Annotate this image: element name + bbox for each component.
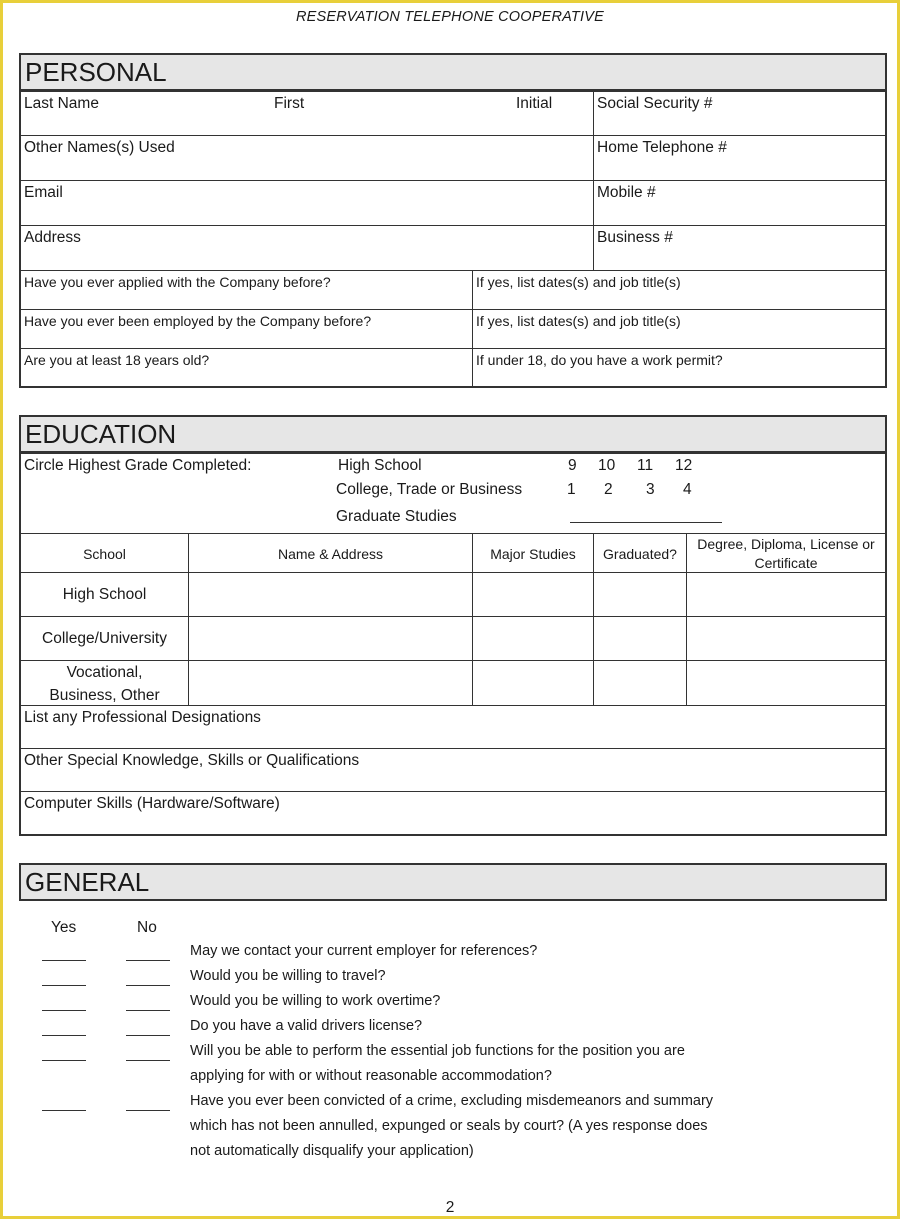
no-blank-license[interactable] (126, 1035, 170, 1036)
college-degree-cell[interactable] (686, 616, 886, 661)
vocational-degree-cell[interactable] (686, 660, 886, 706)
yes-blank-overtime[interactable] (42, 1010, 86, 1011)
applied-dates-field[interactable] (472, 270, 886, 310)
name-address-column-header: Name & Address (188, 533, 473, 573)
email-label: Email (24, 184, 63, 201)
graduated-column-header: Graduated? (593, 533, 687, 573)
other-names-field[interactable] (20, 135, 594, 181)
high-school-major-cell[interactable] (472, 572, 594, 617)
applied-dates-label: If yes, list dates(s) and job title(s) (476, 274, 681, 290)
question-drivers-license: Do you have a valid drivers license? (190, 1018, 423, 1034)
vocational-row-label: Vocational, Business, Other (20, 660, 189, 706)
high-school-graduated-cell[interactable] (593, 572, 687, 617)
last-name-field[interactable] (20, 91, 594, 136)
first-name-label: First (274, 95, 305, 112)
grade-12[interactable]: 12 (675, 457, 693, 474)
no-blank-travel[interactable] (126, 985, 170, 986)
applied-before-field[interactable] (20, 270, 473, 310)
graduate-studies-blank[interactable] (570, 522, 722, 523)
mobile-label: Mobile # (597, 184, 656, 201)
no-blank-conviction[interactable] (126, 1110, 170, 1111)
employed-before-label: Have you ever been employed by the Company before? (24, 313, 372, 329)
vocational-graduated-cell[interactable] (593, 660, 687, 706)
no-blank-overtime[interactable] (126, 1010, 170, 1011)
no-blank-essential-functions[interactable] (126, 1060, 170, 1061)
computer-skills-label: Computer Skills (Hardware/Software) (24, 795, 280, 812)
last-name-label: Last Name (24, 95, 99, 112)
no-column-label: No (137, 919, 157, 936)
question-references: May we contact your current employer for references? (190, 943, 538, 959)
professional-designations-field[interactable] (20, 705, 886, 749)
yes-column-label: Yes (51, 919, 77, 936)
high-school-row-label: High School (20, 572, 189, 617)
college-graduated-cell[interactable] (593, 616, 687, 661)
general-section-heading: GENERAL (19, 863, 887, 901)
college-year-4[interactable]: 4 (683, 481, 692, 498)
vocational-name-address-cell[interactable] (188, 660, 473, 706)
work-permit-label: If under 18, do you have a work permit? (476, 352, 723, 368)
graduate-studies-label: Graduate Studies (336, 508, 457, 525)
vocational-major-cell[interactable] (472, 660, 594, 706)
initial-label: Initial (516, 95, 553, 112)
personal-section-heading: PERSONAL (19, 53, 887, 91)
major-studies-column-header: Major Studies (472, 533, 594, 573)
no-blank-references[interactable] (126, 960, 170, 961)
page-number: 2 (445, 1199, 455, 1216)
college-row-label: College/University (20, 616, 189, 661)
question-conviction-line2: which has not been annulled, expunged or seals by court? (A yes response does (190, 1118, 708, 1134)
question-conviction-line1: Have you ever been convicted of a crime, excluding misdemeanors and summary (190, 1093, 714, 1109)
computer-skills-field[interactable] (20, 791, 886, 835)
employed-before-field[interactable] (20, 309, 473, 349)
yes-blank-conviction[interactable] (42, 1110, 86, 1111)
employed-dates-label: If yes, list dates(s) and job title(s) (476, 313, 681, 329)
ssn-label: Social Security # (597, 95, 713, 112)
special-knowledge-label: Other Special Knowledge, Skills or Qualifications (24, 752, 360, 769)
question-essential-functions-line1: Will you be able to perform the essential job functions for the position you are (190, 1043, 685, 1059)
employed-dates-field[interactable] (472, 309, 886, 349)
question-overtime: Would you be willing to work overtime? (190, 993, 441, 1009)
work-permit-field[interactable] (472, 348, 886, 387)
grade-9[interactable]: 9 (568, 457, 577, 474)
home-phone-label: Home Telephone # (597, 139, 727, 156)
age-18-field[interactable] (20, 348, 473, 387)
question-essential-functions-line2: applying for with or without reasonable accommodation? (190, 1068, 552, 1084)
other-names-label: Other Names(s) Used (24, 139, 175, 156)
document-title: RESERVATION TELEPHONE COOPERATIVE (296, 9, 604, 25)
business-phone-label: Business # (597, 229, 673, 246)
email-field[interactable] (20, 180, 594, 226)
ssn-field[interactable] (593, 91, 886, 136)
yes-blank-travel[interactable] (42, 985, 86, 986)
question-conviction-line3: not automatically disqualify your application) (190, 1143, 474, 1159)
home-phone-field[interactable] (593, 135, 886, 181)
college-year-3[interactable]: 3 (646, 481, 655, 498)
college-year-2[interactable]: 2 (604, 481, 613, 498)
age-18-label: Are you at least 18 years old? (24, 352, 210, 368)
circle-grade-label: Circle Highest Grade Completed: (24, 457, 252, 474)
degree-column-header: Degree, Diploma, License or Certificate (686, 533, 886, 573)
yes-blank-references[interactable] (42, 960, 86, 961)
mobile-field[interactable] (593, 180, 886, 226)
address-label: Address (24, 229, 81, 246)
special-knowledge-field[interactable] (20, 748, 886, 792)
high-school-name-address-cell[interactable] (188, 572, 473, 617)
college-year-1[interactable]: 1 (567, 481, 576, 498)
college-level-label: College, Trade or Business (336, 481, 523, 498)
grade-10[interactable]: 10 (598, 457, 616, 474)
professional-designations-label: List any Professional Designations (24, 709, 261, 726)
grade-11[interactable]: 11 (637, 457, 654, 474)
yes-blank-essential-functions[interactable] (42, 1060, 86, 1061)
high-school-degree-cell[interactable] (686, 572, 886, 617)
business-phone-field[interactable] (593, 225, 886, 271)
college-name-address-cell[interactable] (188, 616, 473, 661)
yes-blank-license[interactable] (42, 1035, 86, 1036)
college-major-cell[interactable] (472, 616, 594, 661)
address-field[interactable] (20, 225, 594, 271)
applied-before-label: Have you ever applied with the Company before? (24, 274, 331, 290)
school-column-header: School (20, 533, 189, 573)
education-section-heading: EDUCATION (19, 415, 887, 453)
high-school-level-label: High School (338, 457, 422, 474)
question-travel: Would you be willing to travel? (190, 968, 386, 984)
